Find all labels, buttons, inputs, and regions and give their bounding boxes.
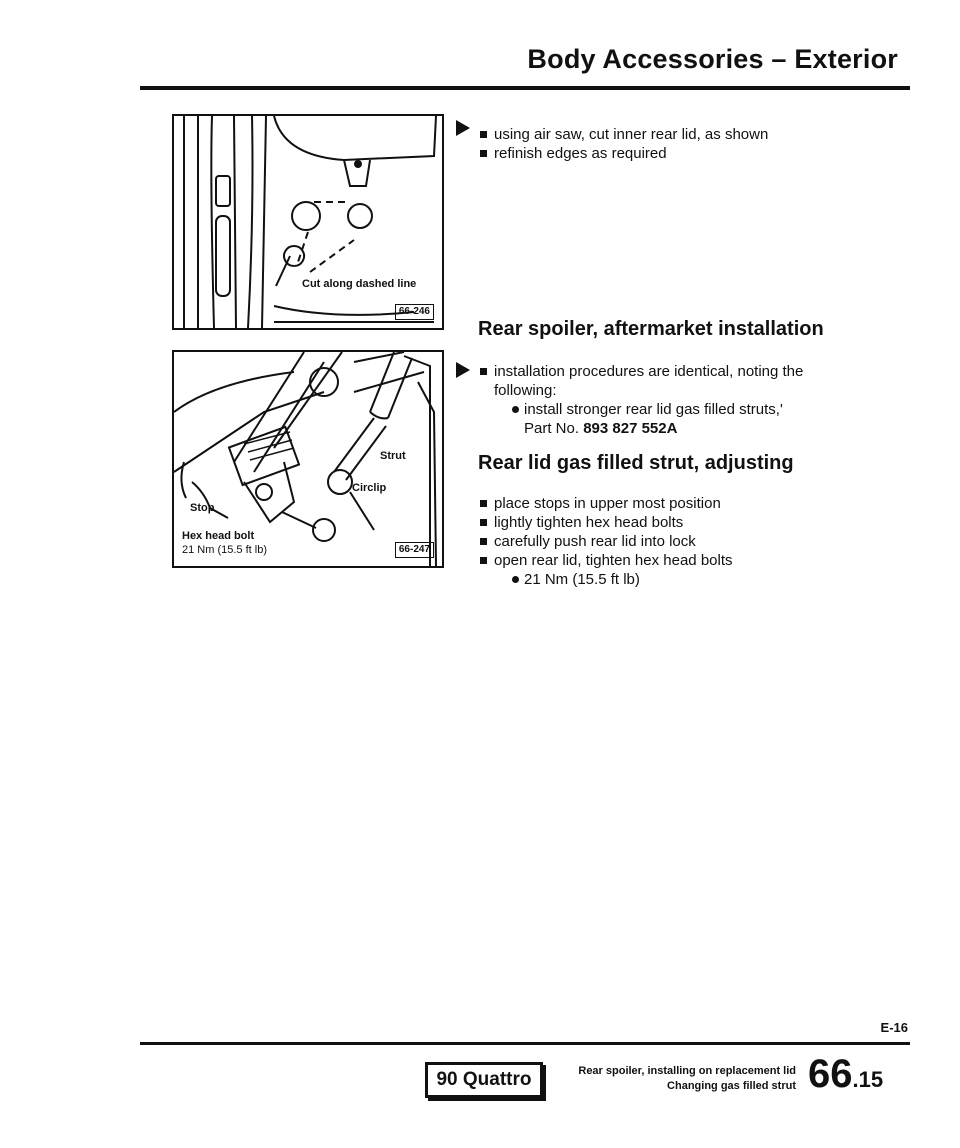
part-prefix: Part No. [524,420,580,437]
list-item: installation procedures are identical, noting the following: [494,363,804,399]
pointer-arrow-icon [456,120,470,136]
footer-description [560,1064,796,1094]
page-title: Body Accessories – Exterior [527,44,898,74]
page-code: E-16 [880,1020,908,1035]
header-rule [140,86,910,90]
part-number: 893 827 552A [583,420,678,437]
page-number-major: 66 [808,1052,853,1096]
pointer-arrow-icon [456,362,470,378]
footer-desc-line2: Changing gas filled strut [667,1080,796,1092]
model-badge: 90 Quattro [425,1062,543,1098]
section-title-strut: Rear lid gas filled strut, adjusting [478,452,794,474]
figure-code: 66-247 [395,542,434,558]
section-title-spoiler: Rear spoiler, aftermarket installation [478,318,824,340]
figure-cut-inner-lid [172,114,444,330]
cut-steps [478,125,878,163]
figure-cut-inner-lid-drawing [174,116,442,328]
torque-label: 21 Nm (15.5 ft lb) [182,544,267,556]
list-item: refinish edges as required [478,144,878,163]
list-item: open rear lid, tighten hex head bolts [494,552,733,569]
list-item: install stronger rear lid gas filled struts,' [524,401,783,418]
figure-cut-label: Cut along dashed line [302,278,417,290]
strut-label: Strut [380,450,406,462]
figure-gas-strut [172,350,444,568]
list-item: using air saw, cut inner rear lid, as shown [478,125,878,144]
list-item: 21 Nm (15.5 ft lb) [510,570,878,589]
footer-desc-line1: Rear spoiler, installing on replacement lid [578,1065,796,1077]
page-number [808,1052,883,1097]
hex-bolt-label: Hex head bolt [182,530,255,542]
footer-rule [140,1042,910,1045]
list-item: carefully push rear lid into lock [478,532,878,551]
figure-code: 66-246 [395,304,434,320]
spoiler-steps [478,362,858,438]
list-item: lightly tighten hex head bolts [478,513,878,532]
strut-steps [478,494,878,589]
stop-label: Stop [190,502,215,514]
circlip-label: Circlip [352,482,387,494]
list-item: place stops in upper most position [478,494,878,513]
page-number-minor: .15 [852,1067,884,1092]
